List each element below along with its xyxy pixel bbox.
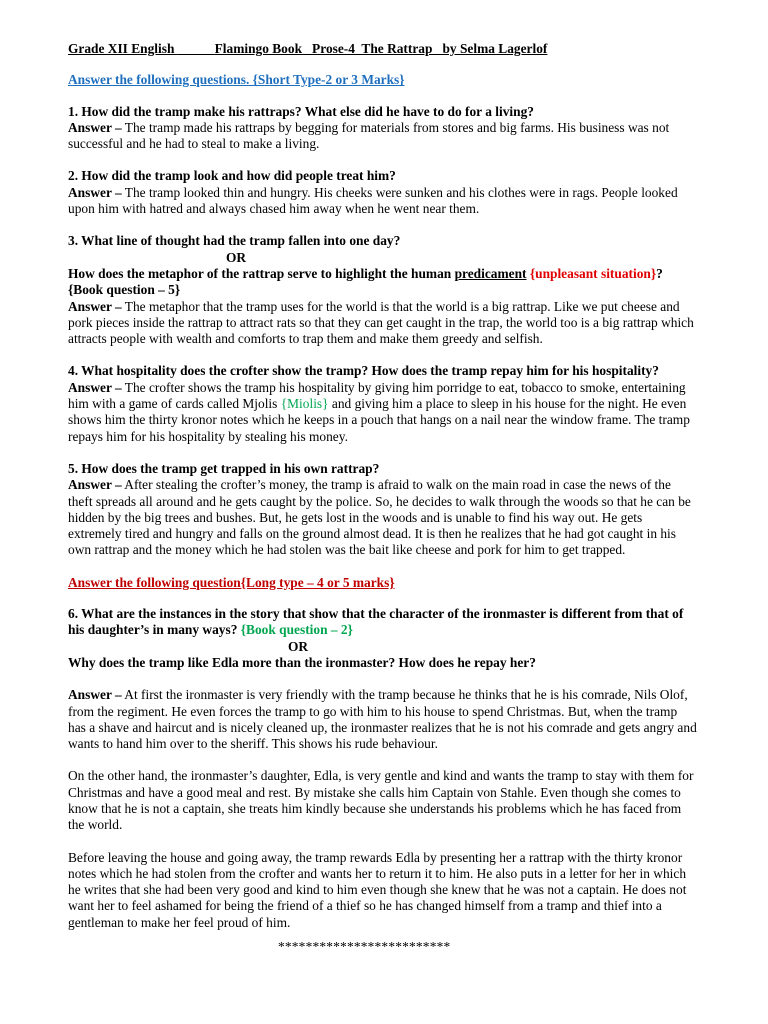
question-3-gloss: {unpleasant situation} — [529, 265, 657, 281]
answer-label: Answer – — [68, 184, 122, 200]
question-6-text: 6. What are the instances in the story that show that the character of the ironmaster is different from that of his daughter’s in many ways? — [68, 606, 684, 638]
answer-6-paragraph-1 — [68, 687, 698, 752]
question-3-end: ? — [656, 265, 663, 281]
answer-label: Answer – — [68, 119, 122, 135]
question-3-alt-text: How does the metaphor of the rattrap serve to highlight the human — [68, 265, 455, 281]
answer-label: Answer – — [68, 379, 122, 395]
question-3-book-ref: {Book question – 5} — [68, 282, 181, 298]
answer-4-gloss: {Miolis} — [280, 396, 329, 412]
answer-4 — [68, 380, 698, 445]
end-marker: ************************* — [278, 939, 451, 955]
answer-4-text-start: The crofter shows the tramp his hospitality by giving him porridge to eat, tobacco to smoke, entertaining him with a game of cards called Mjolis — [68, 379, 686, 412]
question-6 — [68, 606, 698, 639]
question-3-keyword: predicament — [454, 265, 527, 281]
answer-label: Answer – — [68, 298, 122, 314]
question-6-book-ref: {Book question – 2} — [240, 622, 353, 638]
section-heading-short: Answer the following questions. {Short Type-2 or 3 Marks} — [68, 72, 405, 88]
question-5: 5. How does the tramp get trapped in his own rattrap? — [68, 460, 380, 476]
answer-6-p1-text: At first the ironmaster is very friendly with the tramp because he thinks that he is his comrade, Nils Olof, from the regiment. He even forces the tramp to go with him to his house to spend Christmas. But, when the tramp has a shave and haircut and is nicely cleaned up, the ironmaster realizes that he is not his comrade and gets angry and wants to hand him over to the sheriff. This shows his rude behaviour. — [68, 687, 697, 752]
answer-3-text: The metaphor that the tramp uses for the world is that the world is a big rattrap. Like we put cheese and pork pieces inside the rattrap to attract rats so that they can get caught in the trap, the world too is a big rattrap which attracts people with wealth and comforts to trap them and make them greedy and selfish. — [68, 298, 694, 347]
or-separator: OR — [288, 638, 309, 654]
answer-6-paragraph-2: On the other hand, the ironmaster’s daughter, Edla, is very gentle and kind and wants the tramp to stay with them for Christmas and have a good meal and rest. By mistake she calls him Captain von Stahle. Even though she comes to know that he is not a captain, she treats him kindly because she understands his problems which he has faced from the world. — [68, 768, 694, 833]
answer-5-text: After stealing the crofter’s money, the tramp is afraid to walk on the main road in case the news of the theft spreads all around and he gets caught by the police. So, he decides to walk through the woods so that he can be hidden by the big trees and bushes. But, he gets lost in the woods and is unable to find his way out. He gets extremely tired and hungry and falls on the ground almost dead. It is then he realizes that he had got caught in his own rattrap and the money which he had stolen was the bait like cheese and pork for him to get trapped. — [68, 477, 691, 558]
question-3-alternate — [68, 266, 698, 282]
question-1: 1. How did the tramp make his rattraps? What else did he have to do for a living? — [68, 103, 534, 119]
header-course: Grade XII English — [68, 41, 178, 56]
header-book-title: Flamingo Book Prose-4 The Rattrap by Selma Lagerlof — [214, 41, 548, 56]
answer-1 — [68, 120, 698, 153]
answer-2 — [68, 185, 698, 218]
or-separator: OR — [226, 249, 247, 265]
answer-3 — [68, 299, 698, 348]
section-heading-long: Answer the following question{Long type – 4 or 5 marks} — [68, 574, 395, 590]
answer-6-paragraph-3: Before leaving the house and going away, the tramp rewards Edla by presenting her a rattrap with the thirty kronor notes which he had stolen from the crofter and wants her to return it to him. He also puts in a letter for her in which he writes that she had been very good and kind to him even though she knew that he was not a captain. He does not want her to feel ashamed for being the friend of a thief so he has changed himself from a tramp and thief into a gentleman to make her feel proud of him. — [68, 849, 687, 930]
answer-2-text: The tramp looked thin and hungry. His cheeks were sunken and his clothes were in rags. People looked upon him with hatred and always chased him away when he went near them. — [68, 184, 678, 217]
document-header — [68, 41, 698, 57]
answer-5 — [68, 477, 698, 558]
answer-4-text-end: and giving him a place to sleep in his house for the night. He even shows him the thirty kronor notes which he keeps in a pouch that hangs on a nail near the window frame. The tramp repays him for his hospitality by stealing his money. — [68, 396, 690, 444]
question-4: 4. What hospitality does the crofter show the tramp? How does the tramp repay him for his hospitality? — [68, 363, 659, 379]
question-3: 3. What line of thought had the tramp fallen into one day? — [68, 233, 401, 249]
document-page — [68, 41, 698, 955]
question-2: 2. How did the tramp look and how did people treat him? — [68, 168, 396, 184]
answer-label: Answer – — [68, 687, 122, 703]
answer-label: Answer – — [68, 477, 122, 493]
answer-1-text: The tramp made his rattraps by begging for materials from stores and big farms. His business was not successful and he had to steal to make a living. — [68, 119, 670, 152]
question-6-alternate: Why does the tramp like Edla more than the ironmaster? How does he repay her? — [68, 654, 536, 670]
